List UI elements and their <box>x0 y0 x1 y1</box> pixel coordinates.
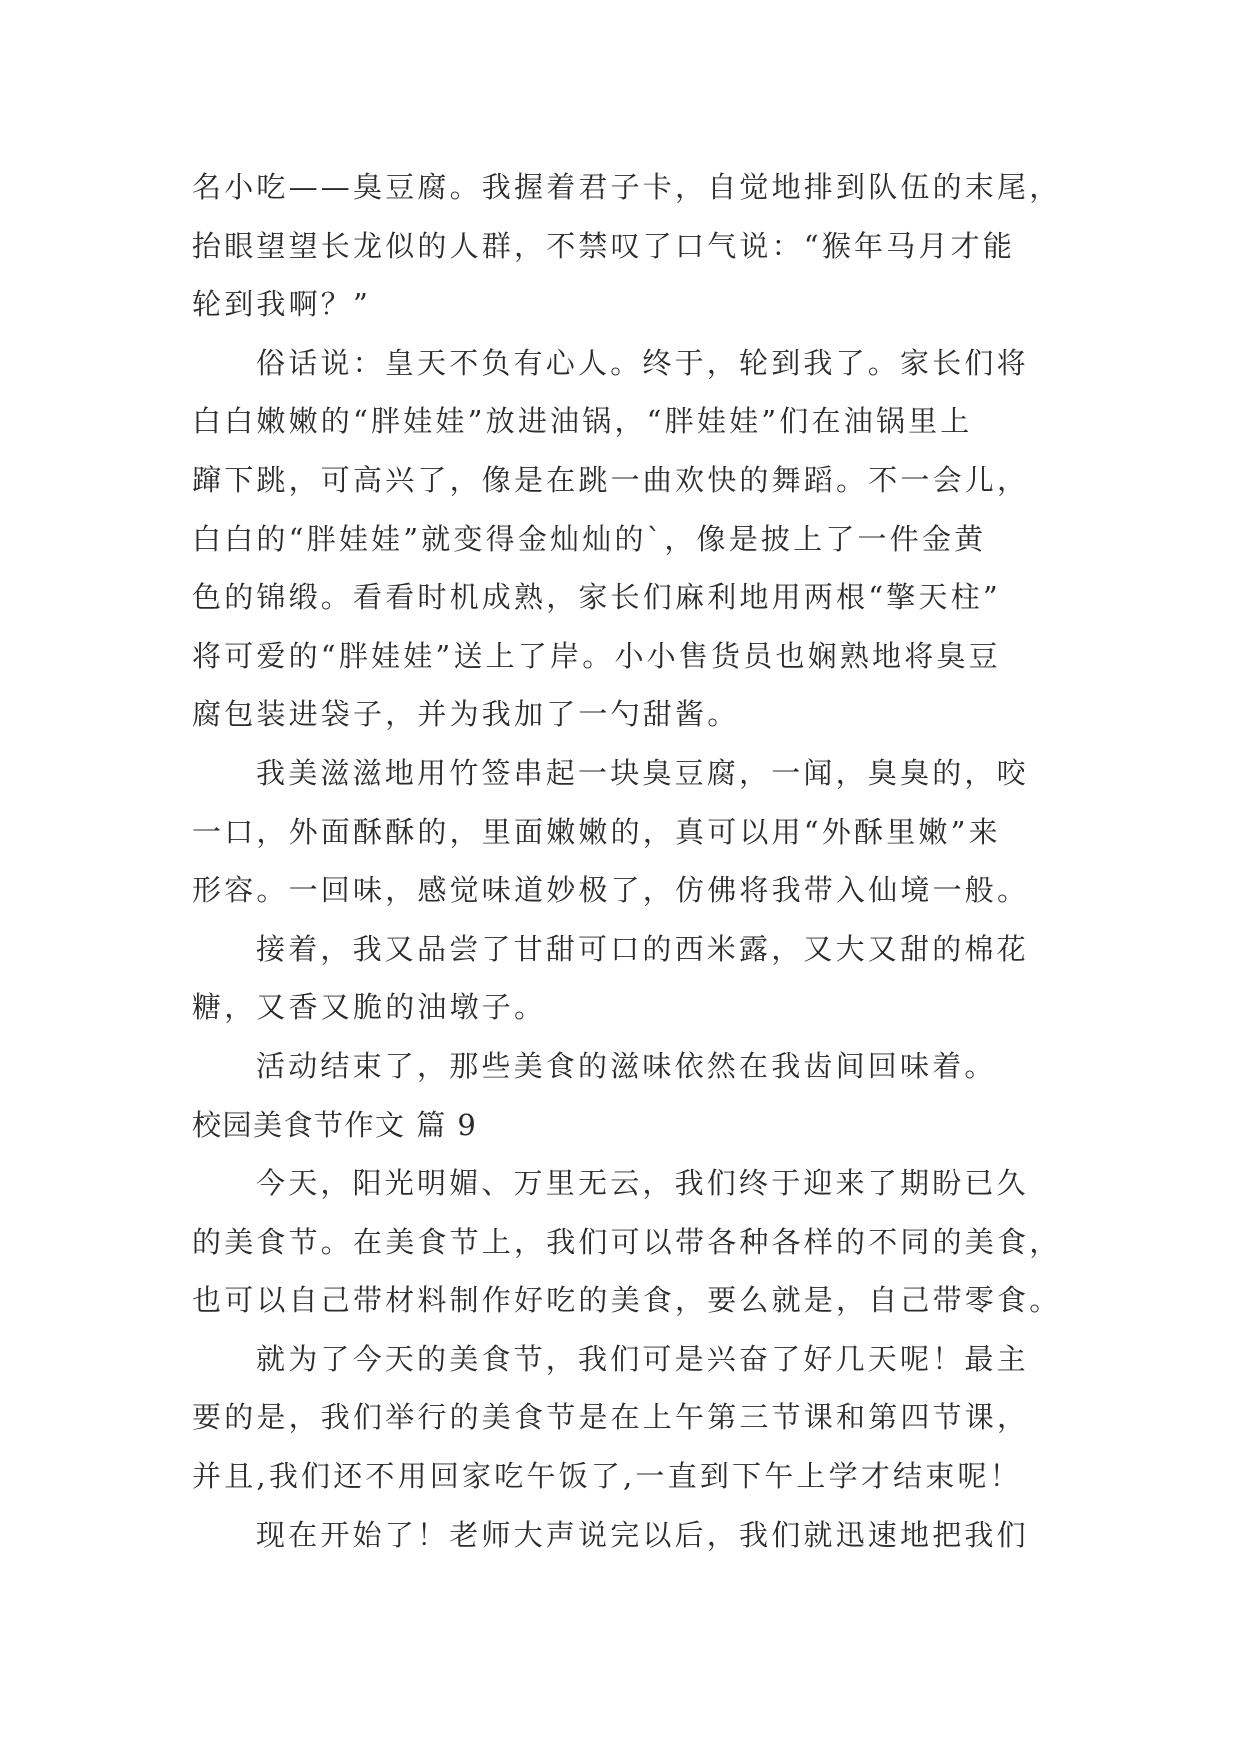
text-line: 的美食节。在美食节上，我们可以带各种各样的不同的美食， <box>192 1224 1062 1259</box>
paragraph-start-line: 现在开始了！老师大声说完以后，我们就迅速地把我们 <box>256 1517 1029 1552</box>
text-line: 形容。一回味，感觉味道妙极了，仿佛将我带入仙境一般。 <box>192 873 1030 908</box>
text-line: 轮到我啊？” <box>192 287 372 322</box>
text-line: 要的是，我们举行的美食节是在上午第三节课和第四节课， <box>192 1400 1030 1435</box>
paragraph-start-line: 今天，阳光明媚、万里无云，我们终于迎来了期盼已久 <box>256 1166 1029 1201</box>
paragraph-start-line: 就为了今天的美食节，我们可是兴奋了好几天呢！最主 <box>256 1341 1029 1376</box>
text-line: 色的锦缎。看看时机成熟，家长们麻利地用两根“擎天柱” <box>192 580 1001 615</box>
text-line: 一口，外面酥酥的，里面嫩嫩的，真可以用“外酥里嫩”来 <box>192 814 1001 849</box>
text-line: 蹿下跳，可高兴了，像是在跳一曲欢快的舞蹈。不一会儿， <box>192 462 1030 497</box>
text-line: 腐包装进袋子，并为我加了一勺甜酱。 <box>192 697 740 732</box>
text-line: 也可以自己带材料制作好吃的美食，要么就是，自己带零食。 <box>192 1283 1062 1318</box>
section-heading: 校园美食节作文 篇 9 <box>192 1107 478 1142</box>
text-line: 糖，又香又脆的油墩子。 <box>192 990 547 1025</box>
paragraph-start-line: 我美滋滋地用竹签串起一块臭豆腐，一闻，臭臭的，咬 <box>256 755 1029 790</box>
paragraph-start-line: 俗话说：皇天不负有心人。终于，轮到我了。家长们将 <box>256 345 1029 380</box>
essay-text-body <box>192 158 1062 1564</box>
text-line: 抬眼望望长龙似的人群，不禁叹了口气说：“猴年马月才能 <box>192 228 1016 263</box>
text-line: 将可爱的“胖娃娃”送上了岸。小小售货员也娴熟地将臭豆 <box>192 638 1001 673</box>
text-line: 并且,我们还不用回家吃午饭了,一直到下午上学才结束呢！ <box>192 1459 1022 1494</box>
text-line: 白白嫩嫩的“胖娃娃”放进油锅，“胖娃娃”们在油锅里上 <box>192 404 973 439</box>
paragraph-start-line: 活动结束了，那些美食的滋味依然在我齿间回味着。 <box>256 1048 997 1083</box>
text-line: 名小吃——臭豆腐。我握着君子卡，自觉地排到队伍的末尾， <box>192 170 1062 204</box>
text-line: 白白的“胖娃娃”就变得金灿灿的`，像是披上了一件金黄 <box>192 521 987 556</box>
paragraph-start-line: 接着，我又品尝了甘甜可口的西米露，又大又甜的棉花 <box>256 931 1029 966</box>
